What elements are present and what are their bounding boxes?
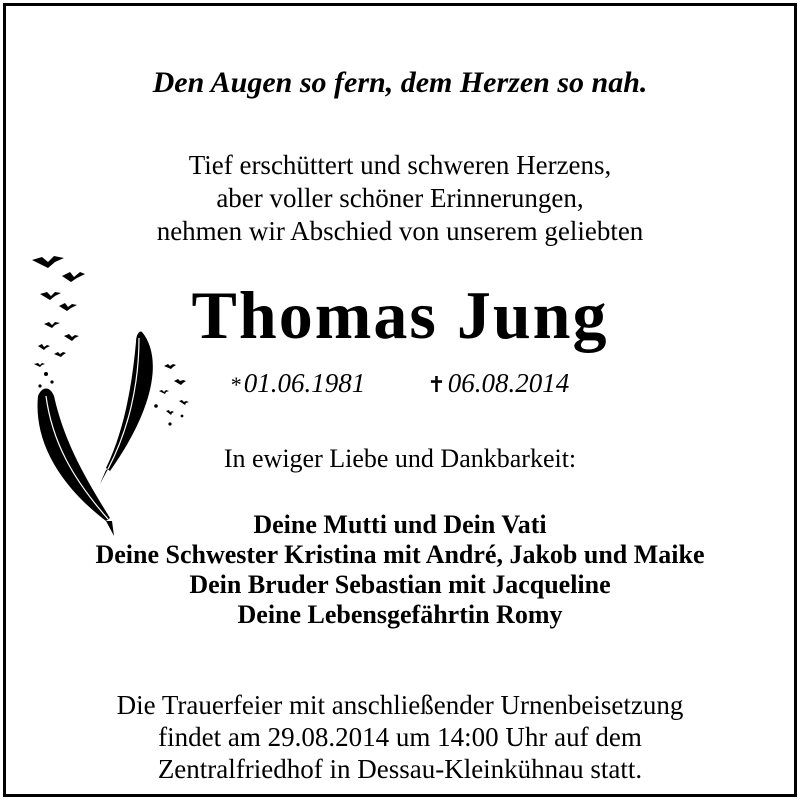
thanks-line: In ewiger Liebe und Dankbarkeit: bbox=[223, 444, 577, 473]
family-member: Dein Bruder Sebastian mit Jacqueline bbox=[189, 570, 611, 599]
death-cross-icon: ✝ bbox=[427, 372, 446, 397]
family-member: Deine Mutti und Dein Vati bbox=[253, 510, 547, 539]
intro-text bbox=[6, 149, 794, 248]
deceased-name: Thomas Jung bbox=[191, 277, 609, 353]
intro-line: Tief erschüttert und schweren Herzens, bbox=[188, 150, 612, 180]
intro-line: aber voller schöner Erinnerungen, bbox=[216, 183, 584, 213]
service-line: Die Trauerfeier mit anschließender Urnenbeisetzung bbox=[116, 690, 684, 720]
service-info bbox=[6, 689, 794, 785]
motto: Den Augen so fern, dem Herzen so nah. bbox=[152, 66, 648, 99]
intro-line: nehmen wir Abschied von unserem geliebten bbox=[156, 216, 644, 246]
death-date: 06.08.2014 bbox=[447, 368, 570, 398]
service-line: findet am 29.08.2014 um 14:00 Uhr auf dem bbox=[158, 722, 642, 752]
birth-star-icon: * bbox=[230, 372, 242, 397]
family-list bbox=[6, 510, 794, 630]
life-dates bbox=[6, 368, 794, 399]
birth-date: 01.06.1981 bbox=[243, 368, 366, 398]
obituary-card bbox=[3, 3, 797, 797]
family-member: Deine Lebensgefährtin Romy bbox=[237, 600, 563, 629]
family-member: Deine Schwester Kristina mit André, Jakob und Maike bbox=[95, 540, 705, 569]
service-line: Zentralfriedhof in Dessau-Kleinkühnau statt. bbox=[157, 754, 643, 784]
